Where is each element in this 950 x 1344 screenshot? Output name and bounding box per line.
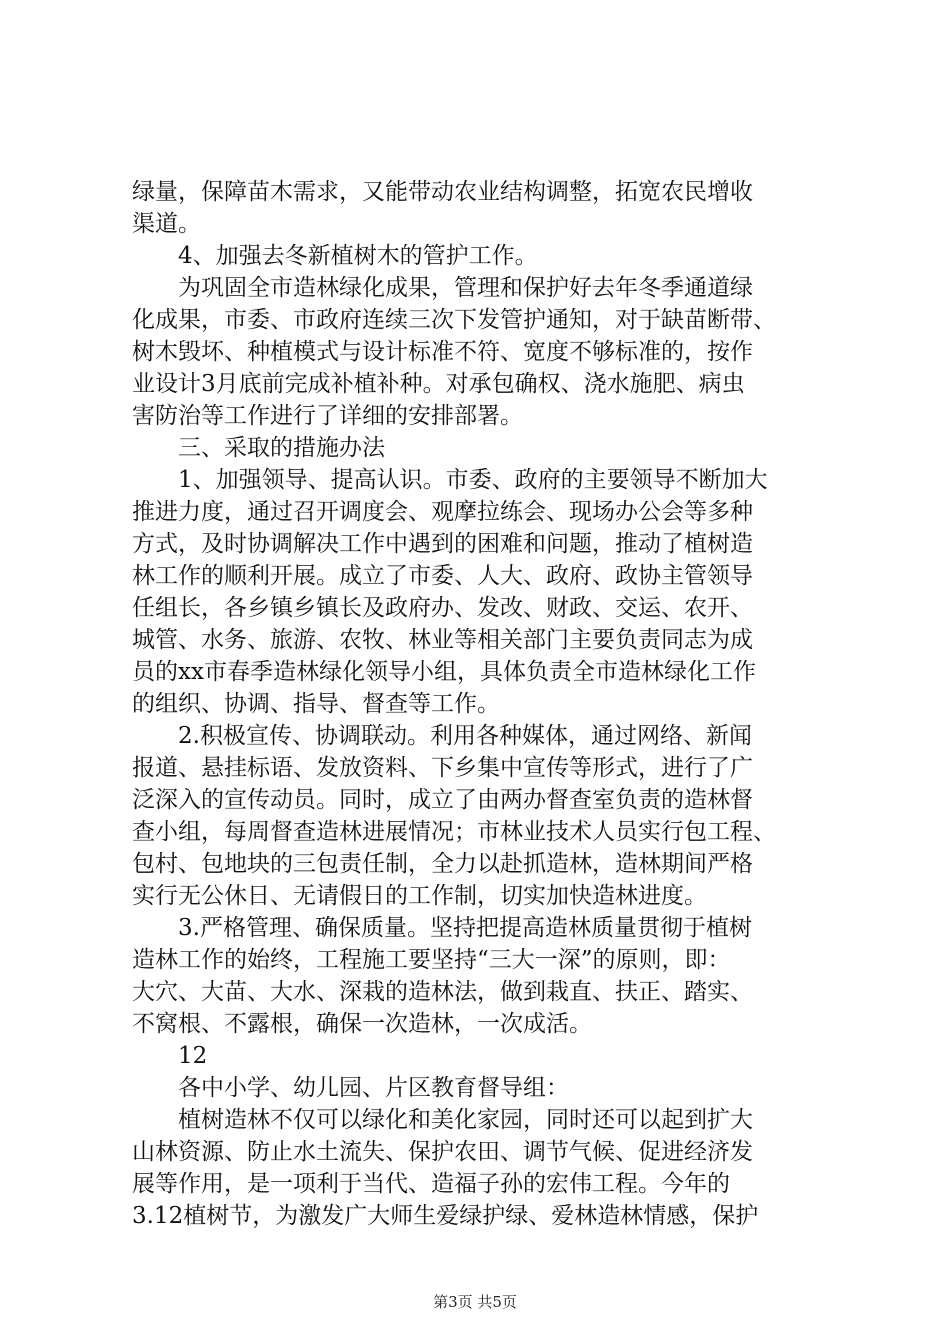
body-text-line: 任组长，各乡镇乡镇长及政府办、发改、财政、交运、农开、	[132, 595, 753, 621]
body-text-line: 造林工作的始终，工程施工要坚持“三大一深”的原则，即：	[132, 947, 731, 973]
body-text-line: 展等作用，是一项利于当代、造福子孙的宏伟工程。今年的	[132, 1171, 730, 1197]
body-text-line: 查小组，每周督查造林进展情况；市林业技术人员实行包工程、	[132, 819, 776, 845]
body-text-line: 害防治等工作进行了详细的安排部署。	[132, 403, 523, 429]
body-text-line: 不窝根、不露根，确保一次造林，一次成活。	[132, 1011, 592, 1037]
body-text-line: 山林资源、防止水土流失、保护农田、调节气候、促进经济发	[132, 1139, 753, 1165]
body-text-line: 3.严格管理、确保质量。坚持把提高造林质量贯彻于植树	[132, 915, 752, 941]
body-text-line: 大穴、大苗、大水、深栽的造林法，做到栽直、扶正、踏实、	[132, 979, 753, 1005]
body-text-line: 林工作的顺利开展。成立了市委、人大、政府、政协主管领导	[132, 563, 753, 589]
body-text-line: 包村、包地块的三包责任制，全力以赴抓造林，造林期间严格	[132, 851, 753, 877]
body-text-line: 泛深入的宣传动员。同时，成立了由两办督查室负责的造林督	[132, 787, 753, 813]
body-text-line: 的组织、协调、指导、督查等工作。	[132, 691, 500, 717]
body-text-line: 为巩固全市造林绿化成果，管理和保护好去年冬季通道绿	[132, 275, 753, 301]
body-text-line: 树木毁坏、种植模式与设计标准不符、宽度不够标准的，按作	[132, 339, 753, 365]
body-text-line: 员的xx市春季造林绿化领导小组，具体负责全市造林绿化工作	[132, 659, 756, 685]
body-text-line: 推进力度，通过召开调度会、观摩拉练会、现场办公会等多种	[132, 499, 753, 525]
section-heading: 4、加强去冬新植树木的管护工作。	[132, 243, 538, 269]
body-text-line: 1、加强领导、提高认识。市委、政府的主要领导不断加大	[132, 467, 768, 493]
body-text-line: 渠道。	[132, 211, 201, 237]
body-text-line: 3.12植树节，为激发广大师生爱绿护绿、爱林造林情感，保护	[132, 1203, 759, 1229]
body-text-line: 绿量，保障苗木需求，又能带动农业结构调整，拓宽农民增收	[132, 179, 753, 205]
body-text-line: 植树造林不仅可以绿化和美化家园，同时还可以起到扩大	[132, 1107, 753, 1133]
salutation-line: 各中小学、幼儿园、片区教育督导组：	[132, 1075, 569, 1101]
page-number-footer: 第3页 共5页	[433, 1293, 517, 1311]
body-text-line: 城管、水务、旅游、农牧、林业等相关部门主要负责同志为成	[132, 627, 753, 653]
body-text-line: 2.积极宣传、协调联动。利用各种媒体，通过网络、新闻	[132, 723, 752, 749]
body-text-line: 报道、悬挂标语、发放资料、下乡集中宣传等形式，进行了广	[132, 755, 753, 781]
body-text-line: 业设计3月底前完成补植补种。对承包确权、浇水施肥、病虫	[132, 371, 745, 397]
body-text-line: 化成果，市委、市政府连续三次下发管护通知，对于缺苗断带、	[132, 307, 776, 333]
body-text-line: 12	[132, 1043, 208, 1069]
section-heading: 三、采取的措施办法	[132, 435, 385, 461]
body-text-line: 方式，及时协调解决工作中遇到的困难和问题，推动了植树造	[132, 531, 753, 557]
body-text-line: 实行无公休日、无请假日的工作制，切实加快造林进度。	[132, 883, 707, 909]
